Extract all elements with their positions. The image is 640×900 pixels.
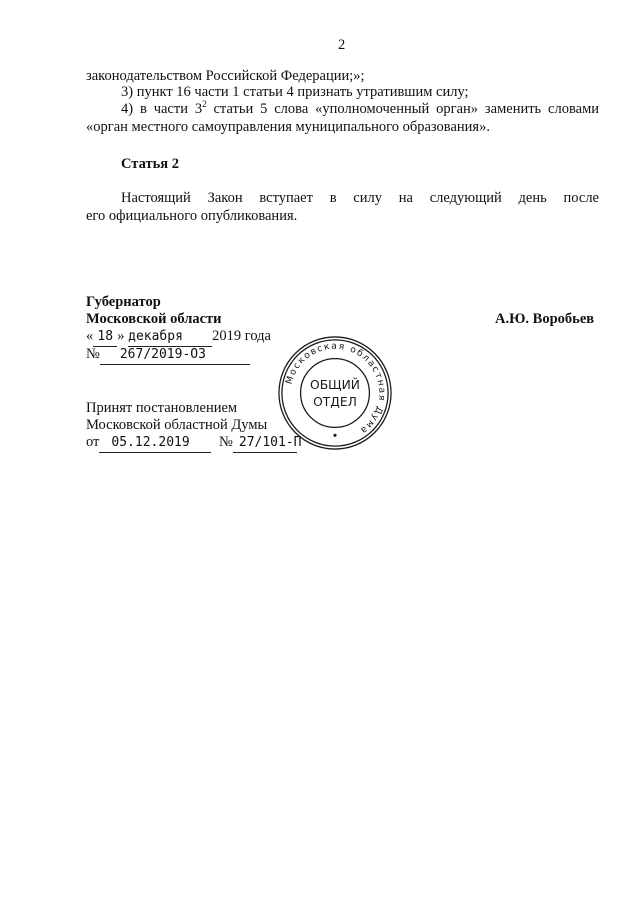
governor-title-line-2: Московской области (86, 311, 222, 327)
adoption-date: 05.12.2019 (99, 434, 211, 453)
date-day: 18 (93, 328, 117, 347)
adoption-number-label: № (219, 434, 233, 450)
stamp-rings (279, 337, 391, 449)
article-heading: Статья 2 (121, 156, 179, 172)
article-text-line-2: его официального опубликования. (86, 208, 298, 224)
adoption-line-2: Московской областной Думы (86, 417, 268, 433)
date-open-quote: « (86, 328, 94, 344)
adoption-from-label: от (86, 434, 100, 450)
article-text-line-1: Настоящий Закон вступает в силу на следующий день после (121, 190, 599, 206)
date-year: 2019 года (212, 328, 271, 344)
governor-title-line-1: Губернатор (86, 294, 161, 310)
page-number: 2 (338, 37, 346, 53)
adoption-number: 27/101-П (233, 434, 297, 453)
list-item-4-sup: 2 (202, 99, 207, 109)
stamp-outer-ring (279, 337, 391, 449)
list-item-4-line-2: «орган местного самоуправления муниципального образования». (86, 119, 490, 135)
stamp-center-line-1: ОБЩИЙ (310, 378, 360, 393)
stamp-ring-2 (282, 340, 388, 446)
adoption-date-row (86, 433, 302, 453)
date-month: декабря (128, 328, 212, 347)
body-line-1: законодательством Российской Федерации;»; (86, 68, 365, 84)
list-item-4-post: статьи 5 слова «уполномоченный орган» заменить словами (206, 101, 599, 117)
number-label: № (86, 346, 100, 362)
official-stamp (276, 334, 394, 452)
stamp-ring-text: Московская областная Дума (284, 341, 387, 436)
adoption-line-1: Принят постановлением (86, 400, 238, 416)
signer-name: А.Ю. Воробьев (495, 311, 595, 327)
list-item-4 (121, 100, 599, 118)
stamp-center-line-2: ОТДЕЛ (313, 394, 357, 409)
date-close-quote: » (117, 328, 125, 344)
law-number-row (86, 345, 250, 365)
list-item-3: 3) пункт 16 части 1 статьи 4 признать утратившим силу; (121, 84, 469, 100)
stamp-dot (333, 434, 336, 437)
list-item-4-pre: 4) в части 3 (121, 101, 203, 117)
signature-date (86, 327, 271, 347)
law-number: 267/2019-ОЗ (100, 346, 250, 365)
stamp-inner-ring (301, 359, 370, 428)
